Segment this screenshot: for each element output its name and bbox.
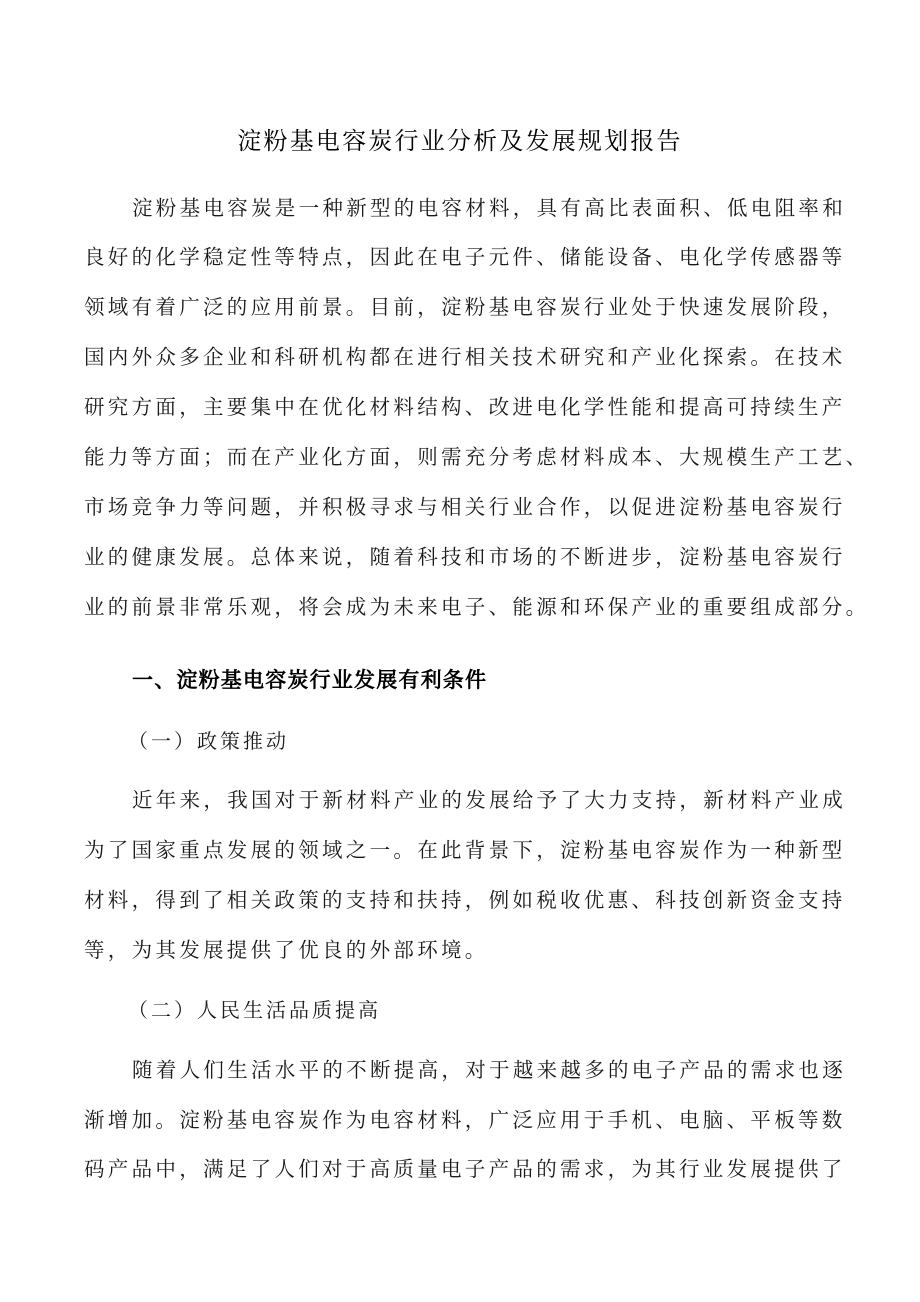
paragraph-line: 研究方面，主要集中在优化材料结构、改进电化学性能和提高可持续生产 (84, 395, 846, 419)
paragraph-line: 淀粉基电容炭是一种新型的电容材料，具有高比表面积、低电阻率和 (132, 196, 846, 220)
document-title: 淀粉基电容炭行业分析及发展规划报告 (237, 127, 683, 155)
paragraph-line: 码产品中，满足了人们对于高质量电子产品的需求，为其行业发展提供了 (84, 1157, 846, 1181)
paragraph-line: 为了国家重点发展的领域之一。在此背景下，淀粉基电容炭作为一种新型 (84, 838, 846, 862)
paragraph-line: 业的前景非常乐观，将会成为未来电子、能源和环保产业的重要组成部分。 (84, 595, 870, 619)
section-heading: 一、淀粉基电容炭行业发展有利条件 (132, 668, 488, 692)
subsection-heading: （二）人民生活品质提高 (128, 998, 381, 1022)
paragraph-line: 领域有着广泛的应用前景。目前，淀粉基电容炭行业处于快速发展阶段， (84, 295, 846, 319)
paragraph-line: 业的健康发展。总体来说，随着科技和市场的不断进步，淀粉基电容炭行 (84, 545, 846, 569)
paragraph-line: 近年来，我国对于新材料产业的发展给予了大力支持，新材料产业成 (132, 788, 846, 812)
paragraph-line: 材料，得到了相关政策的支持和扶持，例如税收优惠、科技创新资金支持 (84, 888, 846, 912)
paragraph-line: 随着人们生活水平的不断提高，对于越来越多的电子产品的需求也逐 (132, 1058, 846, 1082)
paragraph-line: 国内外众多企业和科研机构都在进行相关技术研究和产业化探索。在技术 (84, 345, 846, 369)
paragraph-line: 能力等方面；而在产业化方面，则需充分考虑材料成本、大规模生产工艺、 (84, 445, 870, 469)
paragraph-line: 等，为其发展提供了优良的外部环境。 (84, 938, 489, 962)
paragraph-line: 市场竞争力等问题，并积极寻求与相关行业合作，以促进淀粉基电容炭行 (84, 495, 846, 519)
paragraph-line: 良好的化学稳定性等特点，因此在电子元件、储能设备、电化学传感器等 (84, 245, 846, 269)
subsection-heading: （一）政策推动 (128, 729, 289, 753)
paragraph-line: 渐增加。淀粉基电容炭作为电容材料，广泛应用于手机、电脑、平板等数 (84, 1108, 846, 1132)
